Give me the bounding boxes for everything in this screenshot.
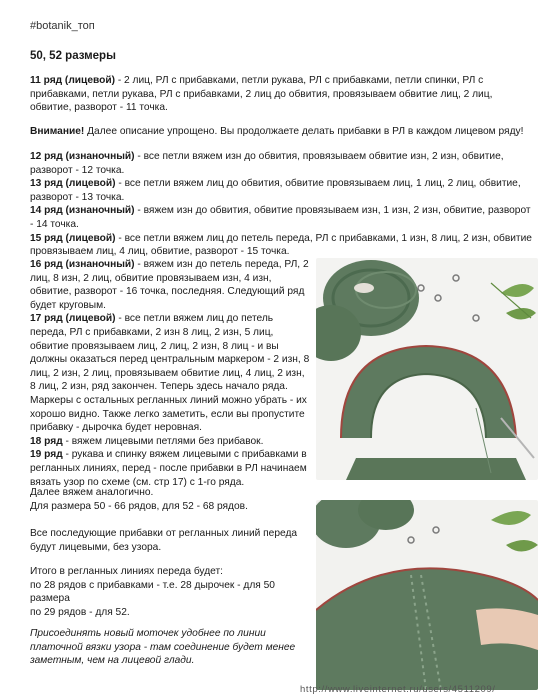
text-line: Присоединять новый моточек удобнее по линии платочной вязки узора - там соединение будет менее заметным, чем на лицевой глади.: [30, 628, 296, 667]
increase-note-paragraph: [30, 527, 300, 554]
row-label: 18 ряд: [30, 435, 63, 447]
row-label: 17 ряд (лицевой): [30, 313, 116, 325]
knitting-photo-bottom: [316, 500, 538, 690]
row-16: [30, 258, 310, 312]
text-line: Для размера 50 - 66 рядов, для 52 - 68 рядов.: [30, 500, 248, 512]
row-label: 12 ряд (изнаночный): [30, 151, 135, 162]
row-text: - вяжем изн до обвития, обвитие провязываем изн, 1 изн, 2 изн, обвитие, разворот - 14 точка.: [30, 205, 531, 230]
row-text: - вяжем лицевыми петлями без прибавок.: [62, 435, 264, 447]
row-19: [30, 448, 310, 489]
row-text: - все петли вяжем лиц до петель переда, РЛ с прибавками, 1 изн, 8 лиц, 2 изн, обвитие провязываем лиц, 4 лиц, обвитие, разворот - 15 точка.: [30, 232, 532, 258]
section-title: 50, 52 размеры: [30, 50, 116, 62]
row-label: 11 ряд (лицевой): [30, 75, 115, 86]
row-15: [30, 232, 535, 259]
row-label: 16 ряд (изнаночный): [30, 259, 135, 270]
knitting-photo-top: [316, 258, 538, 480]
row-text: - все петли вяжем изн до обвития, провязываем обвитие изн, 2 изн, обвитие, разворот - 12 точка.: [30, 151, 504, 176]
text-line: Далее вяжем аналогично.: [30, 487, 154, 498]
text-line: по 28 рядов с прибавками - т.е. 28 дырочек - для 50 размера: [30, 579, 275, 605]
text-line: Все последующие прибавки от регланных линий переда будут лицевыми, без узора.: [30, 528, 298, 553]
row-label: 15 ряд (лицевой): [30, 232, 116, 244]
text-line: Итого в регланных линиях переда будет:: [30, 566, 223, 577]
row-label: 19 ряд: [30, 449, 63, 461]
row-text: - все петли вяжем лиц до обвития, обвитие провязываем лиц, 1 лиц, 2 лиц, обвитие, разворот - 13 точка.: [30, 178, 521, 203]
warning-paragraph: [30, 125, 535, 139]
row-text: - все петли вяжем лиц до петель переда, РЛ с прибавками, 2 изн 8 лиц, 2 изн, 5 лиц, обвитие провязываем лиц, 2 лиц, 2 изн, 8 лиц - и вы должны оказаться перед центральным маркером - 2 изн, 8 лиц, 2 изн, 2 лиц, провязываем обвитие лиц, 4 лиц, 2 изн, 8 лиц, 2 изн, ряд закончен. Теперь здесь начало ряда. Маркеры с остальных регланных линий можно убрать - их хорошо видно. Также легко заметить, если вы пропустите прибавку - дырочка будет неровная.: [30, 313, 310, 434]
row-label: 13 ряд (лицевой): [30, 178, 116, 190]
rows-12-15: [30, 150, 535, 259]
text-line: по 29 рядов - для 52.: [30, 606, 130, 618]
row-text: - вяжем изн до петель переда, РЛ, 2 лиц, 8 изн, 2 лиц, обвитие провязываем изн, 4 изн, обвитие, разворот - 16 точка, последняя. Следующий ряд будет круговым.: [30, 259, 309, 311]
row-12: [30, 150, 535, 177]
row-18: [30, 435, 310, 449]
warning-label: Внимание!: [30, 126, 85, 137]
hashtag: #botanik_топ: [30, 20, 95, 32]
row-text: - рукава и спинку вяжем лицевыми с прибавками в регланных линиях, перед - после прибавки в РЛ начинаем вязать узор по схеме (см. стр 17) с 1-го ряда.: [30, 449, 307, 488]
warning-text: Далее описание упрощено. Вы продолжаете делать прибавки в РЛ в каждом лицевом ряду!: [84, 126, 524, 137]
row-11-paragraph: [30, 74, 535, 115]
row-text: - 2 лиц, РЛ с прибавками, петли рукава, РЛ с прибавками, петли спинки, РЛ с прибавками, петли рукава, РЛ с прибавками, 2 лиц до обвития, провязываем обвитие лиц, 2 лиц, обвитие, разворот - 11 точка.: [30, 75, 493, 114]
yarn-join-tip: [30, 627, 300, 668]
row-counts-paragraph: [30, 486, 300, 513]
watermark-url: http://www.liveinternet.ru/users/4511209/: [300, 684, 496, 695]
rows-16-19: [30, 258, 310, 489]
row-17: [30, 312, 310, 434]
total-paragraph: [30, 565, 300, 619]
row-label: 14 ряд (изнаночный): [30, 205, 135, 217]
row-14: [30, 204, 535, 231]
row-13: [30, 177, 535, 204]
